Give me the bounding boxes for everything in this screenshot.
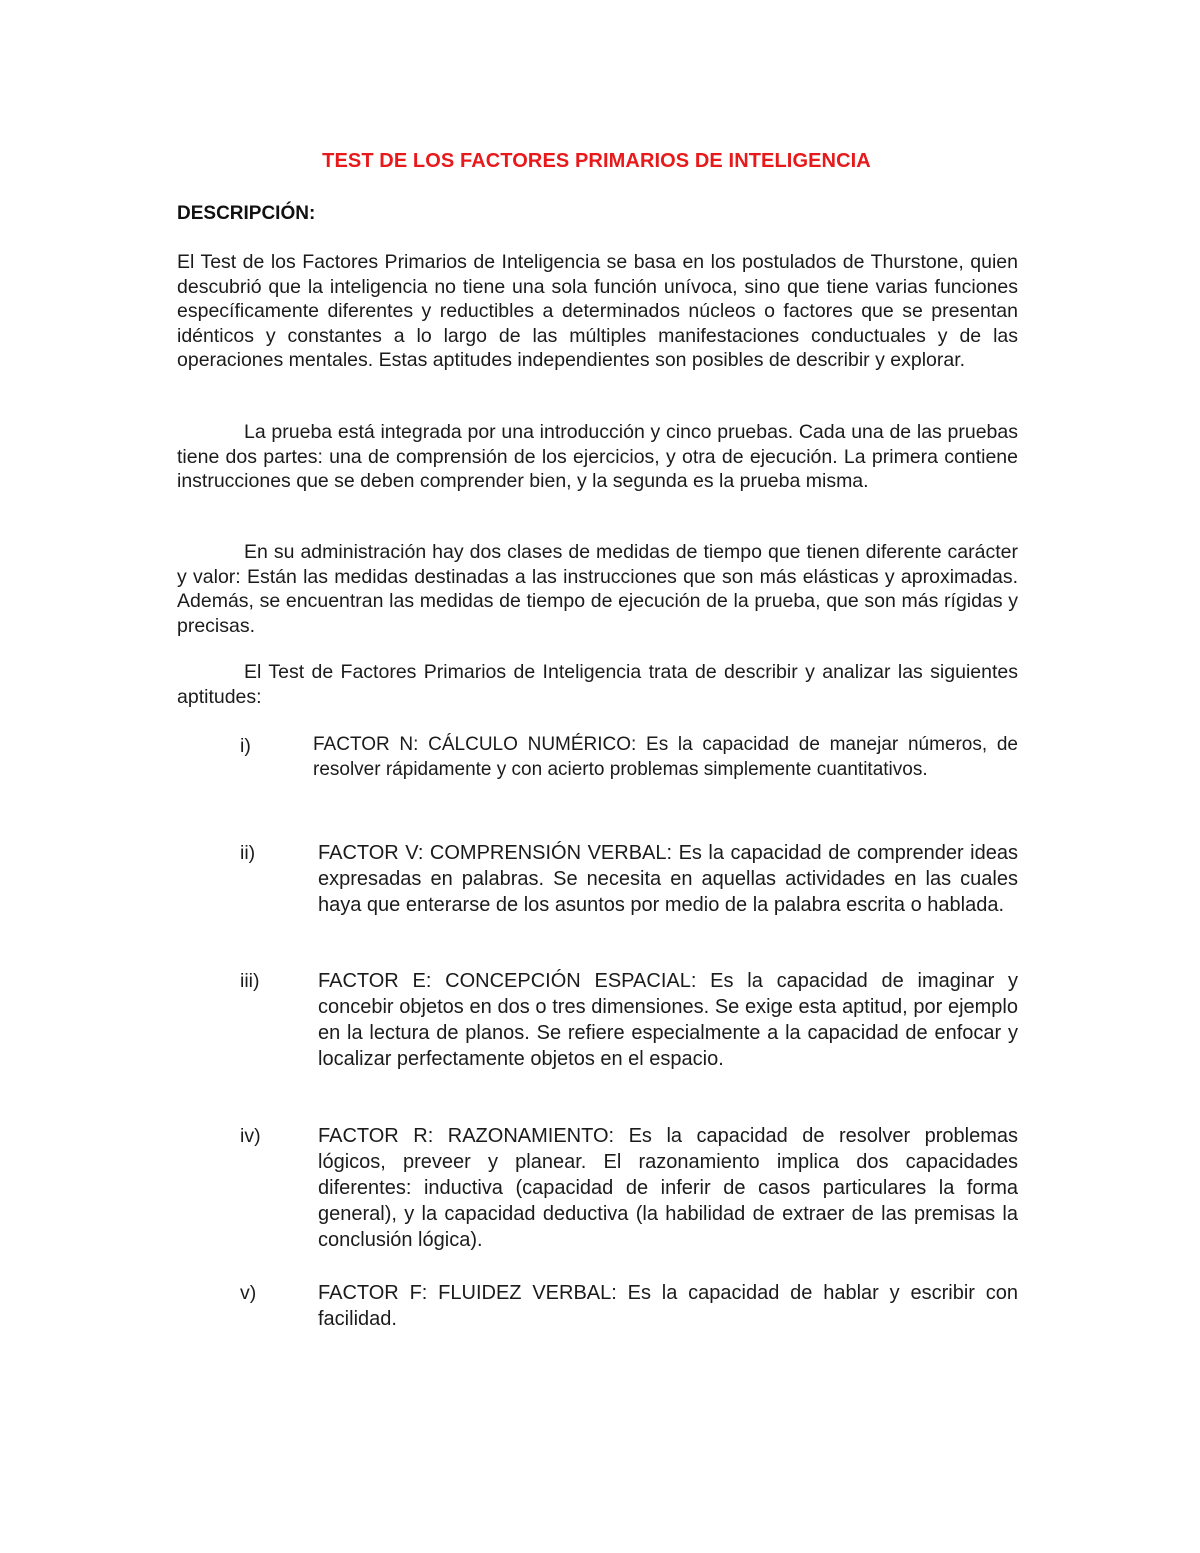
list-item-number: iv) [240, 1125, 261, 1147]
paragraph-thurstone: El Test de los Factores Primarios de Inteligencia se basa en los postulados de Thurstone, quien descubrió que la inteligencia no tiene una sola función unívoca, sino que tiene varias funciones específicamente diferentes y reductibles a determinados núcleos o factores que se presentan idénticos y constantes a lo largo de las múltiples manifestaciones conductuales y de las operaciones mentales. Estas aptitudes independientes son posibles de describir y explorar. [177, 251, 1018, 371]
list-item-number: i) [240, 735, 251, 757]
paragraph-aptitudes-intro: El Test de Factores Primarios de Inteligencia trata de describir y analizar las siguientes aptitudes: [177, 661, 1018, 708]
list-item-number: v) [240, 1282, 257, 1304]
section-heading-descripcion: DESCRIPCIÓN: [177, 203, 316, 224]
factor-description: FACTOR R: RAZONAMIENTO: Es la capacidad de resolver problemas lógicos, preveer y planear. El razonamiento implica dos capacidades diferentes: inductiva (capacidad de inferir de casos particulares la forma general), y la capacidad deductiva (la habilidad de extraer de las premisas la conclusión lógica). [318, 1125, 1018, 1251]
paragraph-medidas-tiempo: En su administración hay dos clases de medidas de tiempo que tienen diferente carácter y valor: Están las medidas destinadas a las instrucciones que son más elásticas y aproximadas. Además, se encuentran las medidas de tiempo de ejecución de la prueba, que son más rígidas y precisas. [177, 541, 1018, 637]
factor-description: FACTOR F: FLUIDEZ VERBAL: Es la capacidad de hablar y escribir con facilidad. [318, 1282, 1018, 1330]
paragraph-estructura-prueba: La prueba está integrada por una introducción y cinco pruebas. Cada una de las pruebas tiene dos partes: una de comprensión de los ejercicios, y otra de ejecución. La primera contiene instrucciones que se deben comprender bien, y la segunda es la prueba misma. [177, 421, 1018, 492]
list-item-number: iii) [240, 970, 260, 992]
document-title: TEST DE LOS FACTORES PRIMARIOS DE INTELIGENCIA [322, 150, 871, 172]
factor-description: FACTOR V: COMPRENSIÓN VERBAL: Es la capacidad de comprender ideas expresadas en palabras. Se necesita en aquellas actividades en las cuales haya que enterarse de los asuntos por medio de la palabra escrita o hablada. [318, 842, 1018, 916]
factor-description: FACTOR E: CONCEPCIÓN ESPACIAL: Es la capacidad de imaginar y concebir objetos en dos o tres dimensiones. Se exige esta aptitud, por ejemplo en la lectura de planos. Se refiere especialmente a la capacidad de enfocar y localizar perfectamente objetos en el espacio. [318, 970, 1018, 1070]
factor-description: FACTOR N: CÁLCULO NUMÉRICO: Es la capacidad de manejar números, de resolver rápidamente y con acierto problemas simplemente cuantitativos. [313, 734, 1018, 780]
list-item-number: ii) [240, 842, 256, 864]
